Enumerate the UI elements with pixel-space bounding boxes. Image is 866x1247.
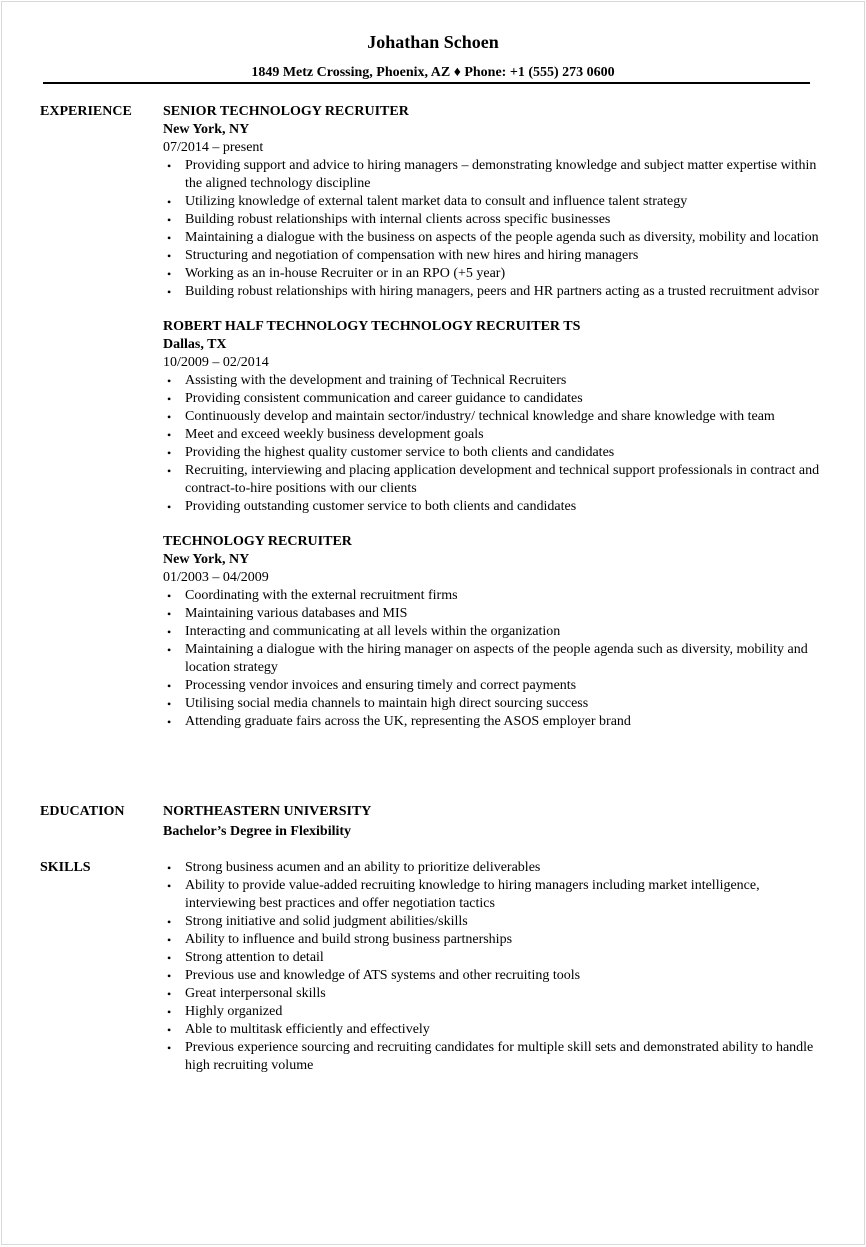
skills-body — [163, 859, 823, 1075]
job-location: Dallas, TX — [163, 337, 227, 352]
list-item: • Continuously develop and maintain sector/industry/ technical knowledge and share knowledge with team — [163, 408, 823, 426]
list-item: • Able to multitask efficiently and effectively — [163, 1021, 823, 1039]
experience-body — [163, 103, 823, 748]
job-title: ROBERT HALF TECHNOLOGY TECHNOLOGY RECRUITER TS — [163, 319, 581, 334]
list-item: • Assisting with the development and training of Technical Recruiters — [163, 372, 823, 390]
list-item: • Previous use and knowledge of ATS systems and other recruiting tools — [163, 967, 823, 985]
list-item: • Coordinating with the external recruitment firms — [163, 587, 823, 605]
job-dates: 01/2003 – 04/2009 — [163, 570, 269, 585]
job-entry — [163, 533, 823, 731]
list-item: • Great interpersonal skills — [163, 985, 823, 1003]
list-item: • Strong initiative and solid judgment abilities/skills — [163, 913, 823, 931]
job-location: New York, NY — [163, 122, 250, 137]
job-entry — [163, 318, 823, 516]
list-item: • Structuring and negotiation of compensation with new hires and hiring managers — [163, 247, 823, 265]
contact-line: 1849 Metz Crossing, Phoenix, AZ ♦ Phone: +1 (555) 273 0600 — [251, 65, 615, 80]
job-bullets — [163, 587, 823, 731]
list-item: • Utilizing knowledge of external talent market data to consult and influence talent strategy — [163, 193, 823, 211]
list-item: • Providing outstanding customer service to both clients and candidates — [163, 498, 823, 516]
list-item: • Strong business acumen and an ability to prioritize deliverables — [163, 859, 823, 877]
list-item: • Attending graduate fairs across the UK, representing the ASOS employer brand — [163, 713, 823, 731]
list-item: • Maintaining various databases and MIS — [163, 605, 823, 623]
list-item: • Processing vendor invoices and ensuring timely and correct payments — [163, 677, 823, 695]
job-bullets — [163, 157, 823, 301]
job-dates: 10/2009 – 02/2014 — [163, 355, 269, 370]
job-title: TECHNOLOGY RECRUITER — [163, 534, 352, 549]
list-item: • Ability to provide value-added recruiting knowledge to hiring managers including market intelligence, interviewing best practices and offer negotiation tactics — [163, 877, 823, 913]
skills-list — [163, 859, 823, 1075]
job-bullets — [163, 372, 823, 516]
list-item: • Maintaining a dialogue with the business on aspects of the people agenda such as diversity, mobility and location — [163, 229, 823, 247]
skills-heading: SKILLS — [40, 860, 91, 875]
list-item: • Interacting and communicating at all levels within the organization — [163, 623, 823, 641]
job-location: New York, NY — [163, 552, 250, 567]
header-divider — [43, 82, 810, 84]
list-item: • Providing consistent communication and career guidance to candidates — [163, 390, 823, 408]
list-item: • Ability to influence and build strong business partnerships — [163, 931, 823, 949]
education-body — [163, 803, 823, 841]
list-item: • Meet and exceed weekly business development goals — [163, 426, 823, 444]
school-name: NORTHEASTERN UNIVERSITY — [163, 804, 372, 819]
list-item: • Highly organized — [163, 1003, 823, 1021]
list-item: • Maintaining a dialogue with the hiring manager on aspects of the people agenda such as diversity, mobility and location strategy — [163, 641, 823, 677]
list-item: • Providing the highest quality customer service to both clients and candidates — [163, 444, 823, 462]
list-item: • Building robust relationships with hiring managers, peers and HR partners acting as a trusted recruitment advisor — [163, 283, 823, 301]
list-item: • Providing support and advice to hiring managers – demonstrating knowledge and subject matter expertise within the aligned technology discipline — [163, 157, 823, 193]
job-title: SENIOR TECHNOLOGY RECRUITER — [163, 104, 409, 119]
list-item: • Utilising social media channels to maintain high direct sourcing success — [163, 695, 823, 713]
education-heading: EDUCATION — [40, 804, 125, 819]
job-entry — [163, 103, 823, 301]
list-item: • Previous experience sourcing and recruiting candidates for multiple skill sets and demonstrated ability to handle high recruiting volume — [163, 1039, 823, 1075]
degree: Bachelor’s Degree in Flexibility — [163, 824, 352, 839]
candidate-name: Johathan Schoen — [367, 32, 499, 52]
list-item: • Strong attention to detail — [163, 949, 823, 967]
list-item: • Building robust relationships with internal clients across specific businesses — [163, 211, 823, 229]
list-item: • Working as an in-house Recruiter or in an RPO (+5 year) — [163, 265, 823, 283]
job-dates: 07/2014 – present — [163, 140, 264, 155]
list-item: • Recruiting, interviewing and placing application development and technical support professionals in contract and contract-to-hire positions with our clients — [163, 462, 823, 498]
experience-heading: EXPERIENCE — [40, 104, 132, 119]
resume-page — [1, 1, 865, 1245]
